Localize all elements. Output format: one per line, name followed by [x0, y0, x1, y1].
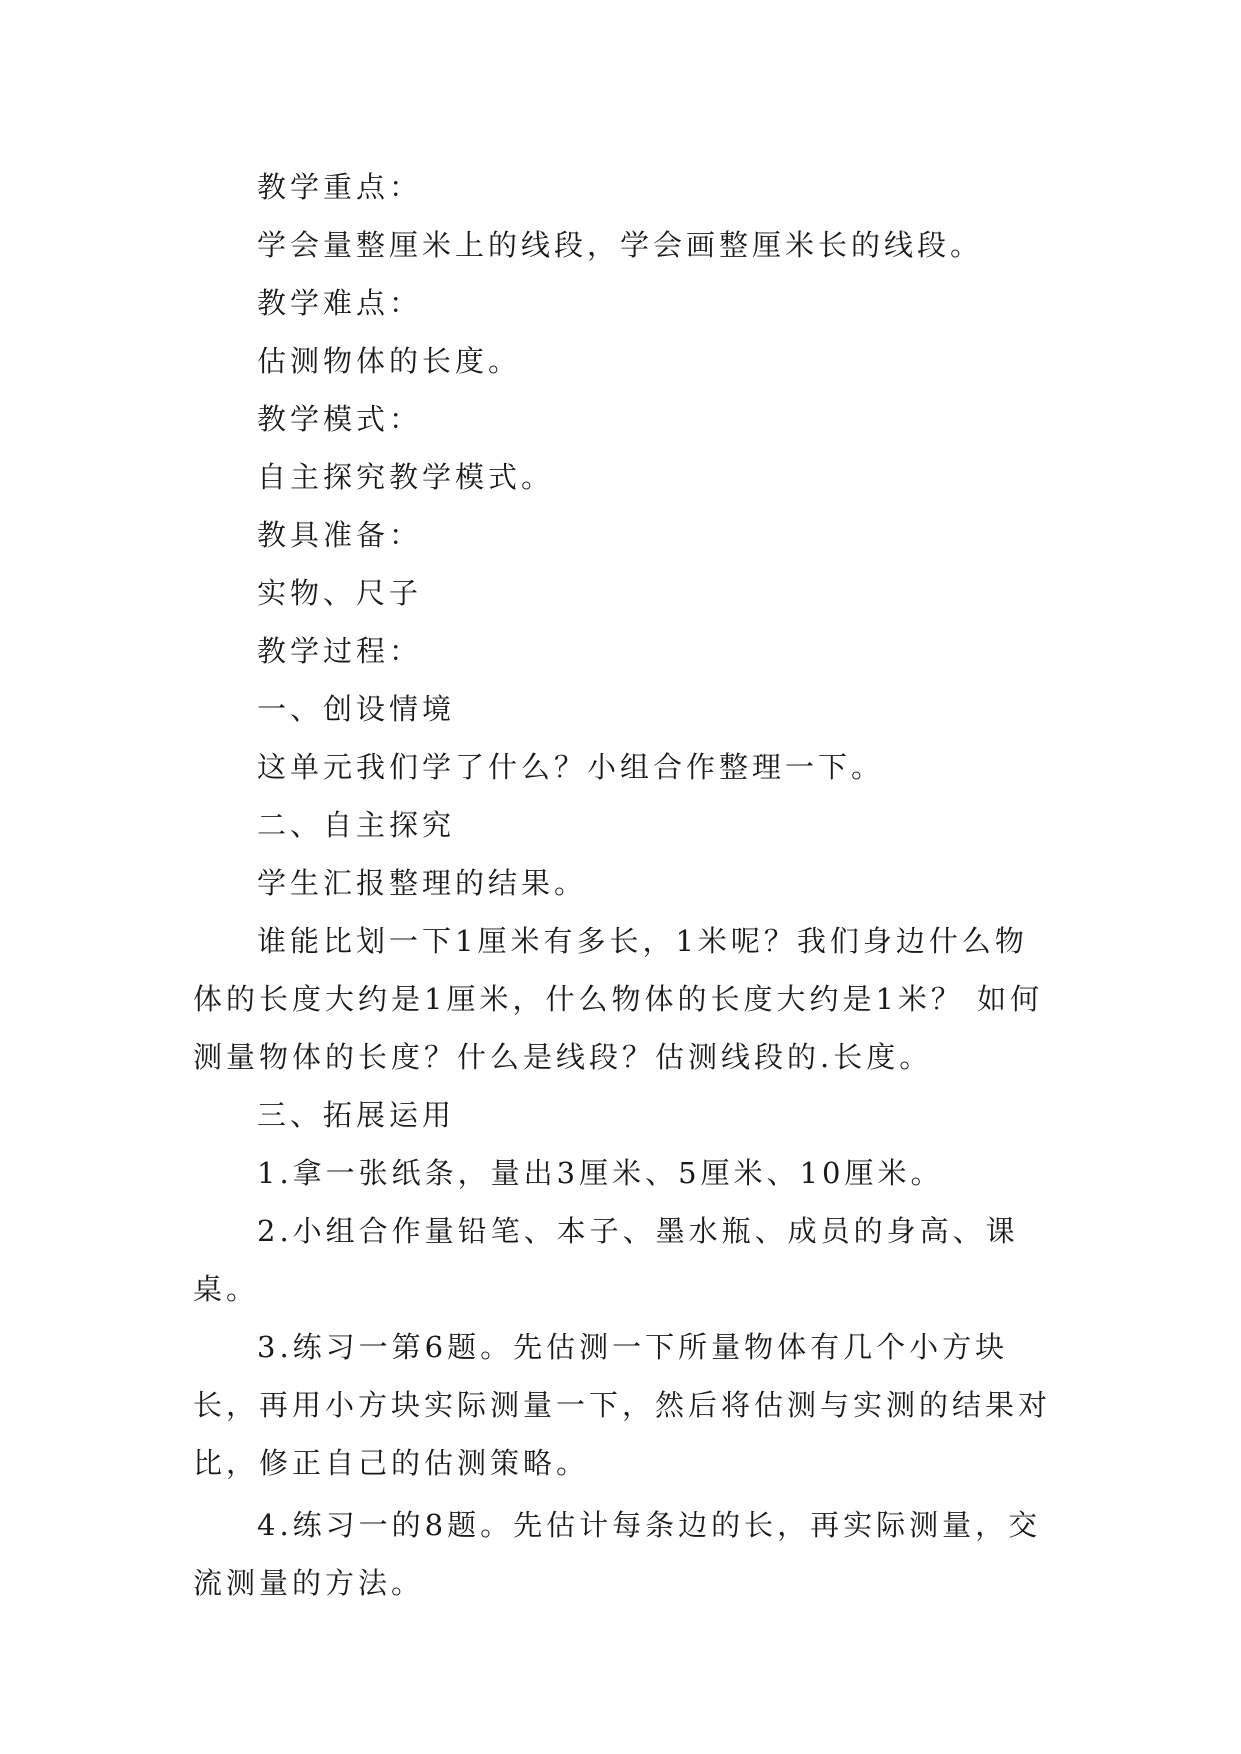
exercise-item-2: 2.小组合作量铅笔、本子、墨水瓶、成员的身高、课桌。	[193, 1214, 1019, 1306]
heading-teaching-focus: 教学重点：	[257, 170, 423, 204]
exercise-item-4: 4.练习一的8题。先估计每条边的长，再实际测量，交流测量的方法。	[193, 1508, 1042, 1600]
section-heading-3: 三、拓展运用	[257, 1098, 456, 1132]
section-heading-2: 二、自主探究	[257, 808, 456, 842]
document-body	[193, 158, 1055, 1612]
paragraph-section-1: 这单元我们学了什么？小组合作整理一下。	[257, 750, 885, 784]
heading-teaching-process: 教学过程：	[257, 634, 423, 668]
paragraph-section-2a: 学生汇报整理的结果。	[257, 866, 588, 900]
heading-teaching-mode: 教学模式：	[257, 402, 423, 436]
paragraph-teaching-focus: 学会量整厘米上的线段，学会画整厘米长的线段。	[257, 228, 984, 262]
heading-teaching-difficulty: 教学难点：	[257, 286, 423, 320]
heading-teaching-aids: 教具准备：	[257, 518, 423, 552]
paragraph-teaching-aids: 实物、尺子	[257, 576, 423, 610]
exercise-item-3: 3.练习一第6题。先估测一下所量物体有几个小方块长，再用小方块实际测量一下，然后将估测与实测的结果对比，修正自己的估测策略。	[193, 1330, 1052, 1480]
exercise-item-1: 1.拿一张纸条，量出3厘米、5厘米、10厘米。	[257, 1156, 944, 1190]
paragraph-teaching-mode: 自主探究教学模式。	[257, 460, 555, 494]
section-heading-1: 一、创设情境	[257, 692, 456, 726]
paragraph-teaching-difficulty: 估测物体的长度。	[257, 344, 522, 378]
paragraph-section-2b: 谁能比划一下1厘米有多长，1米呢？我们身边什么物体的长度大约是1厘米，什么物体的长度大约是1米？ 如何测量物体的长度？什么是线段？估测线段的.长度。	[193, 924, 1044, 1074]
